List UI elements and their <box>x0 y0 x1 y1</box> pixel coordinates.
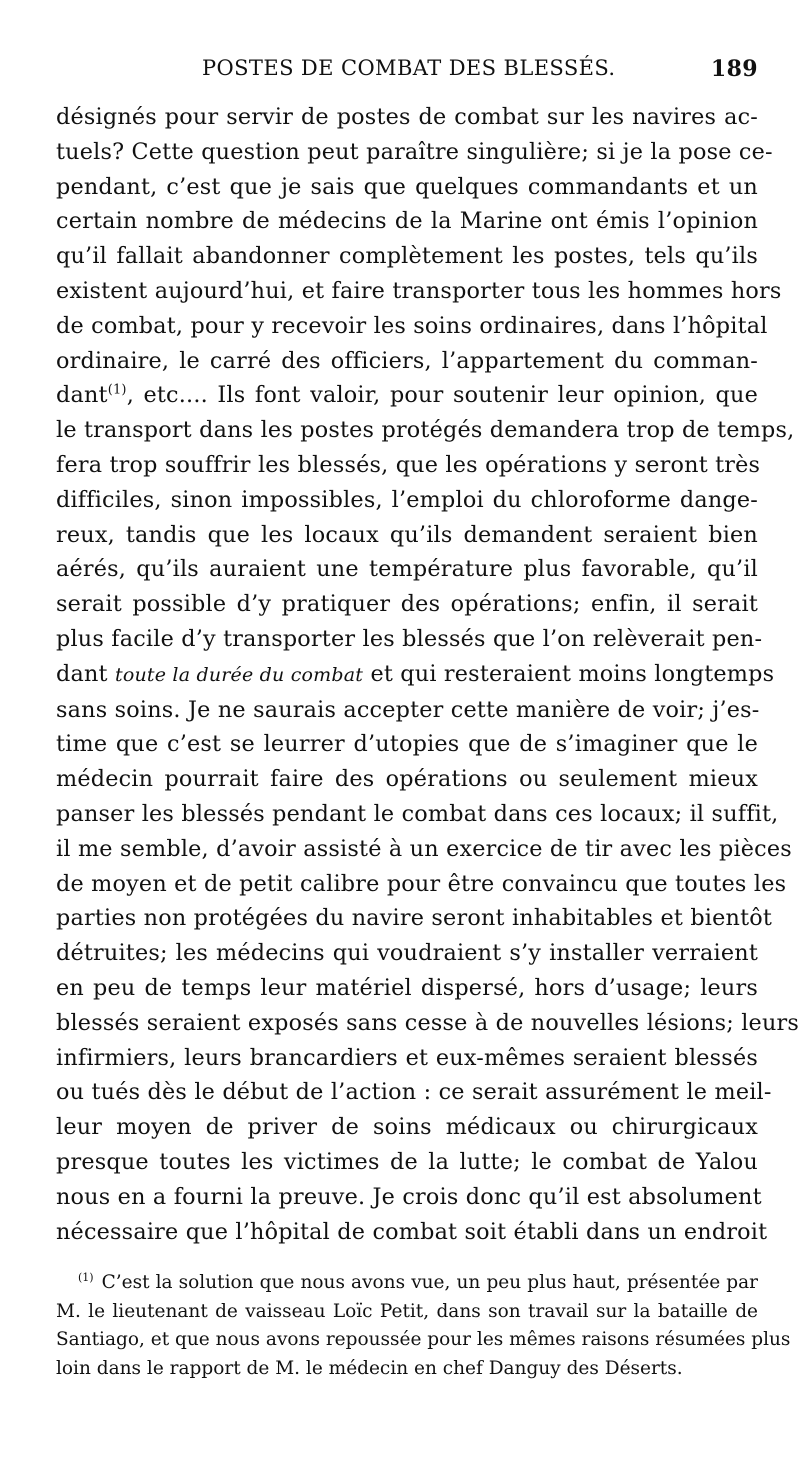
text-line: infirmiers, leurs brancardiers et eux-mêmes seraient blessés <box>56 1044 758 1071</box>
footnote-line: M. le lieutenant de vaisseau Loïc Petit, dans son travail sur la bataille de <box>56 1300 758 1322</box>
text-line: reux, tandis que les locaux qu’ils demandent seraient bien <box>56 521 758 548</box>
text-line: de combat, pour y recevoir les soins ordinaires, dans l’hôpital <box>56 312 768 339</box>
footnote-line: Santiago, et que nous avons repoussée pour les mêmes raisons résumées plus <box>56 1329 791 1351</box>
text-line: détruites; les médecins qui voudraient s’y installer verraient <box>56 940 758 967</box>
text-line: time que c’est se leurrer d’utopies que de s’imaginer que le <box>56 731 758 758</box>
text-line: aérés, qu’ils auraient une température plus favorable, qu’il <box>56 556 758 583</box>
running-head <box>56 52 758 92</box>
footnote-mark: (1) <box>78 1271 94 1285</box>
text-line: qu’il fallait abandonner complètement les postes, tels qu’ils <box>56 243 758 270</box>
text-fragment: C’est la solution que nous avons vue, un peu plus haut, présentée par <box>101 1272 758 1294</box>
text-line: leur moyen de priver de soins médicaux ou chirurgicaux <box>56 1114 758 1141</box>
text-line: sans soins. Je ne saurais accepter cette manière de voir; j’es- <box>56 696 760 723</box>
body-text <box>56 100 800 1249</box>
text-line: blessés seraient exposés sans cesse à de nouvelles lésions; leurs <box>56 1009 800 1036</box>
footnote-reference[interactable]: (1) <box>107 382 127 398</box>
text-line: médecin pourrait faire des opérations ou seulement mieux <box>56 766 758 793</box>
text-line: presque toutes les victimes de la lutte; le combat de Yalou <box>56 1148 758 1175</box>
running-title: POSTES DE COMBAT DES BLESSÉS. <box>202 56 616 80</box>
text-line: tuels? Cette question peut paraître singulière; si je la pose ce- <box>56 138 773 165</box>
text-line: ou tués dès le début de l’action : ce serait assurément le meil- <box>56 1079 772 1106</box>
footnote-line <box>56 1269 758 1298</box>
italic-phrase: toute la durée du combat <box>114 663 364 686</box>
text-line: nous en a fourni la preuve. Je crois donc qu’il est absolument <box>56 1183 762 1210</box>
text-line: fera trop souffrir les blessés, que les opérations y seront très <box>56 451 761 478</box>
text-line: ordinaire, le carré des officiers, l’appartement du comman- <box>56 347 758 374</box>
text-line: difficiles, sinon impossibles, l’emploi du chloroforme dange- <box>56 486 758 513</box>
text-line: le transport dans les postes protégés demandera trop de temps, <box>56 417 795 444</box>
text-fragment: , etc.... Ils font valoir, pour soutenir leur opinion, que <box>126 382 758 409</box>
book-page <box>56 52 800 1383</box>
text-line: plus facile d’y transporter les blessés que l’on relèverait pen- <box>56 625 763 652</box>
text-fragment: dant <box>56 660 108 687</box>
page-number: 189 <box>710 56 758 82</box>
text-line: il me semble, d’avoir assisté à un exercice de tir avec les pièces <box>56 835 792 862</box>
text-line: serait possible d’y pratiquer des opérations; enfin, il serait <box>56 591 758 618</box>
text-fragment: et qui resteraient moins longtemps <box>370 660 775 687</box>
footnote <box>56 1269 791 1383</box>
text-line: nécessaire que l’hôpital de combat soit établi dans un endroit <box>56 1218 768 1245</box>
text-line <box>56 378 758 413</box>
text-line: pendant, c’est que je sais que quelques commandants et un <box>56 173 758 200</box>
text-line: parties non protégées du navire seront inhabitables et bientôt <box>56 905 773 932</box>
text-line: en peu de temps leur matériel dispersé, hors d’usage; leurs <box>56 974 758 1001</box>
text-line <box>56 657 775 693</box>
text-line: existent aujourd’hui, et faire transporter tous les hommes hors <box>56 277 782 304</box>
text-line: désignés pour servir de postes de combat sur les navires ac- <box>56 104 758 130</box>
text-line: panser les blessés pendant le combat dans ces locaux; il suffit, <box>56 800 779 827</box>
text-fragment: dant <box>56 382 108 409</box>
footnote-line: loin dans le rapport de M. le médecin en chef Danguy des Déserts. <box>56 1357 683 1379</box>
text-line: certain nombre de médecins de la Marine ont émis l’opinion <box>56 208 758 235</box>
text-line: de moyen et de petit calibre pour être convaincu que toutes les <box>56 870 787 897</box>
